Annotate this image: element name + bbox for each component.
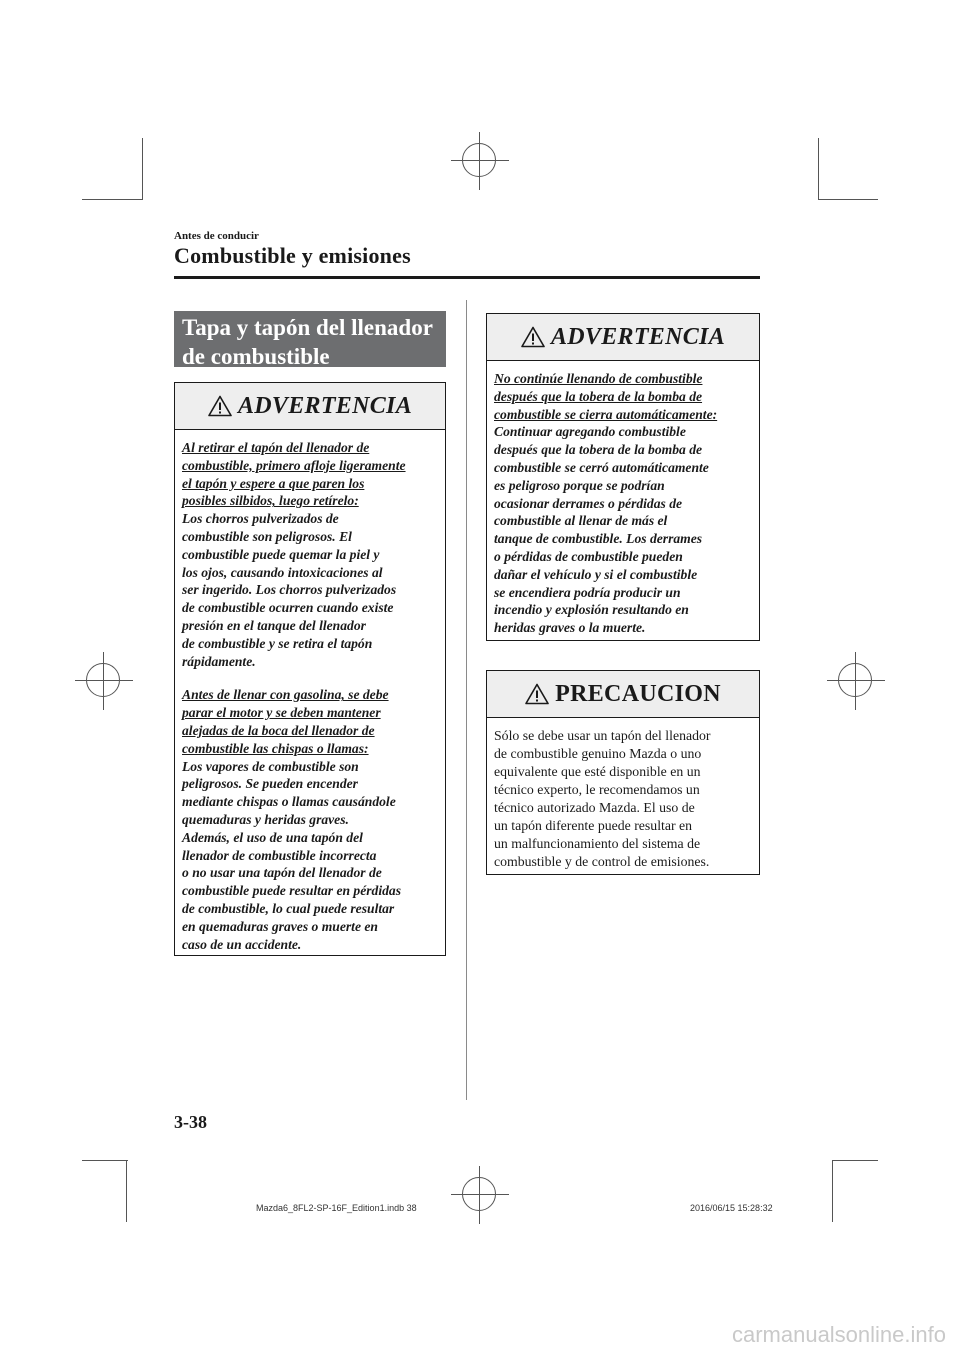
section-label: Antes de conducir	[174, 230, 259, 242]
page-number: 3-38	[174, 1112, 207, 1132]
text-line: los ojos, causando intoxicaciones al	[182, 564, 383, 580]
text-line: combustible se cerró automáticamente	[494, 459, 709, 475]
text-line: de combustible ocurren cuando existe	[182, 600, 394, 616]
warning-title: ADVERTENCIA	[550, 323, 726, 350]
text-line: parar el motor y se deben mantener	[182, 705, 381, 721]
warning-header	[487, 314, 759, 361]
registration-mark	[451, 132, 509, 190]
text-line: ocasionar derrames o pérdidas de	[494, 495, 683, 511]
warning-triangle-icon	[521, 326, 545, 348]
warning-triangle-icon	[525, 683, 549, 705]
text-line: Continuar agregando combustible	[494, 424, 686, 440]
text-line: Antes de llenar con gasolina, se debe	[182, 687, 389, 703]
text-line: presión en el tanque del llenador	[182, 617, 366, 633]
text-line: alejadas de la boca del llenador de	[182, 722, 375, 738]
footer-file-info: Mazda6_8FL2-SP-16F_Edition1.indb 38	[256, 1203, 417, 1213]
text-line: técnico autorizado Mazda. El uso de	[494, 800, 695, 815]
section-title: Combustible y emisiones	[174, 243, 411, 268]
text-line: de combustible, lo cual puede resultar	[182, 900, 395, 916]
text-line: un malfuncionamiento del sistema de	[494, 836, 701, 851]
text-line: peligrosos. Se pueden encender	[182, 776, 358, 792]
text-line: equivalente que esté disponible en un	[494, 764, 701, 779]
text-line: llenador de combustible incorrecta	[182, 847, 377, 863]
text-line: el tapón y espere a que paren los	[182, 475, 365, 491]
text-line: combustible al llenar de más el	[494, 513, 668, 529]
warning-body	[487, 361, 759, 643]
text-line: No continúe llenando de combustible	[494, 371, 703, 386]
text-line: después que la tobera de la bomba de	[494, 442, 703, 458]
text-line: dañar el vehículo y si el combustible	[494, 566, 698, 582]
text-line: un tapón diferente puede resultar en	[494, 818, 693, 833]
caution-body	[487, 718, 759, 877]
warning-title: ADVERTENCIA	[237, 392, 413, 419]
text-line: incendio y explosión resultando en	[494, 602, 689, 618]
text-line: Al retirar el tapón del llenador de	[182, 440, 370, 455]
watermark: carmanualsonline.info	[731, 1322, 946, 1347]
text-line: o pérdidas de combustible pueden	[494, 548, 683, 564]
text-line: combustible puede quemar la piel y	[182, 546, 380, 562]
heading-line: de combustible	[182, 344, 330, 369]
text-line: en quemaduras graves o muerte en	[182, 918, 378, 934]
caution-box-genuine-cap	[486, 670, 760, 875]
text-line: técnico experto, le recomendamos un	[494, 782, 700, 797]
text-line: combustible las chispas o llamas:	[182, 740, 369, 756]
caution-header	[487, 671, 759, 718]
text-line: combustible se cierra automáticamente:	[494, 406, 718, 422]
text-line: posibles silbidos, luego retírelo:	[182, 493, 359, 509]
registration-mark	[75, 652, 133, 710]
warning-triangle-icon	[208, 395, 232, 417]
warning-box-fuel-cap	[174, 382, 446, 956]
text-line: combustible y de control de emisiones.	[494, 854, 710, 869]
caution-title: PRECAUCION	[555, 680, 721, 707]
text-line: tanque de combustible. Los derrames	[494, 531, 703, 547]
text-line: es peligroso porque se podrían	[494, 477, 665, 493]
text-line: Sólo se debe usar un tapón del llenador	[494, 728, 711, 743]
text-line: rápidamente.	[182, 653, 256, 669]
text-line: combustible, primero afloje ligeramente	[182, 457, 406, 473]
text-line: o no usar una tapón del llenador de	[182, 865, 382, 881]
topic-heading	[174, 311, 446, 367]
text-line: Además, el uso de una tapón del	[182, 829, 363, 845]
text-line: Los chorros pulverizados de	[182, 511, 339, 527]
text-line: caso de un accidente.	[182, 936, 302, 952]
text-line: ser ingerido. Los chorros pulverizados	[182, 582, 397, 598]
header-rule	[174, 276, 760, 279]
warning-header	[175, 383, 445, 430]
column-divider	[466, 300, 467, 1100]
text-line: mediante chispas o llamas causándole	[182, 794, 396, 810]
text-line: después que la tobera de la bomba de	[494, 388, 703, 404]
text-line: de combustible genuino Mazda o uno	[494, 746, 702, 761]
warning-body	[175, 430, 445, 959]
footer-date-info: 2016/06/15 15:28:32	[690, 1203, 773, 1213]
text-line: de combustible y se retira el tapón	[182, 635, 373, 651]
text-line: Los vapores de combustible son	[182, 758, 359, 774]
text-line: heridas graves o la muerte.	[494, 620, 646, 636]
registration-mark	[451, 1166, 509, 1224]
text-line: quemaduras y heridas graves.	[182, 811, 349, 827]
warning-box-overfill	[486, 313, 760, 641]
registration-mark	[827, 652, 885, 710]
text-line: se encendiera podría producir un	[494, 584, 681, 600]
heading-line: Tapa y tapón del llenador	[182, 315, 433, 340]
text-line: combustible son peligrosos. El	[182, 528, 352, 544]
text-line: combustible puede resultar en pérdidas	[182, 883, 402, 899]
